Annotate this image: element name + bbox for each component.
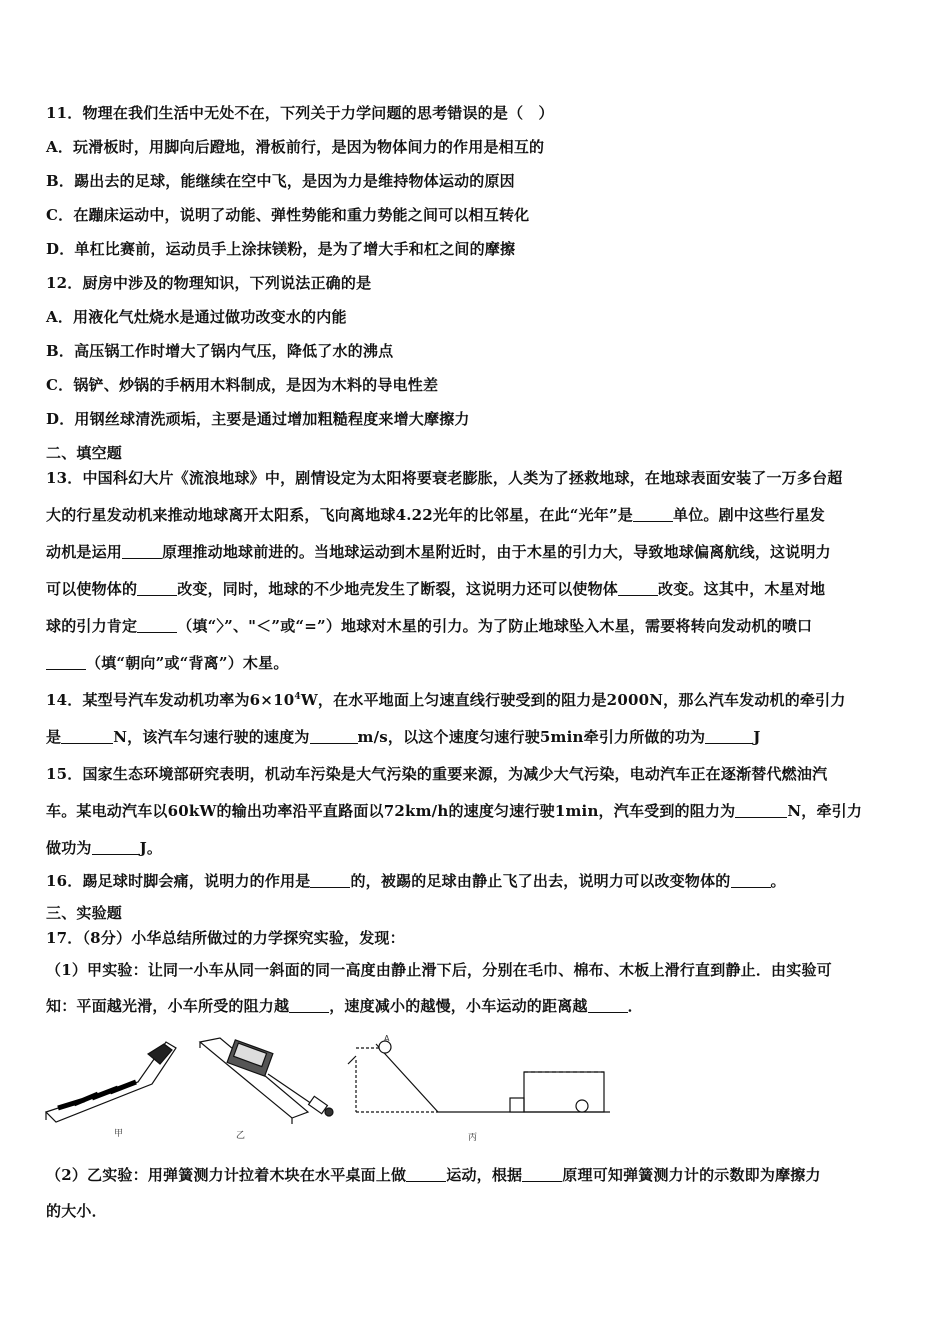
label-a: A [384, 1034, 390, 1043]
answer-blank[interactable] [731, 873, 771, 888]
experiment-figure [40, 1034, 620, 1144]
answer-blank[interactable] [705, 729, 753, 744]
answer-blank[interactable] [588, 998, 628, 1013]
q12-option-a: A．用液化气灶烧水是通过做功改变水的内能 [46, 308, 347, 326]
answer-blank[interactable] [310, 729, 358, 744]
q15-line-1: 15．国家生态环境部研究表明，机动车污染是大气污染的重要来源，为减少大气污染，电动汽车正在逐渐替代燃油汽 [46, 765, 828, 783]
answer-blank[interactable] [310, 873, 350, 888]
q17-part1-line-2: 知：平面越光滑，小车所受的阻力越 ，速度减小的越慢，小车运动的距离越 ． [46, 997, 643, 1015]
q12-option-c: C．锅铲、炒锅的手柄用木料制成，是因为木料的导电性差 [46, 376, 439, 394]
answer-blank[interactable] [735, 803, 787, 818]
q17-part2-line-1: （2）乙实验：用弹簧测力计拉着木块在水平桌面上做 运动，根据 原理可知弹簧测力计的示数即为摩擦力 [46, 1166, 821, 1184]
q12-option-d: D．用钢丝球清洗顽垢，主要是通过增加粗糙程度来增大摩擦力 [46, 410, 470, 428]
caption-yi: 乙 [236, 1131, 246, 1141]
q17-stem: 17．（8分）小华总结所做过的力学探究实验，发现： [46, 929, 405, 947]
answer-blank[interactable] [406, 1167, 446, 1182]
q14-line-1: 14．某型号汽车发动机功率为$6\times 10^4W$，在水平地面上匀速直线行驶受到的阻力是2000N，那么汽车发动机的牵引力 [46, 691, 846, 709]
figure-jia-incline [46, 1042, 176, 1122]
answer-blank[interactable] [633, 507, 673, 522]
q14-line-2: 是 N，该汽车匀速行驶的速度为 m/s，以这个速度匀速行驶5min牵引力所做的功为 J [46, 728, 761, 746]
q17-part2-line-2: 的大小． [46, 1202, 107, 1220]
experiment-sketches [40, 1034, 620, 1144]
q11-option-a: A．玩滑板时，用脚向后蹬地，滑板前行，是因为物体间力的作用是相互的 [46, 138, 545, 156]
section-experiment-heading: 三、实验题 [46, 904, 123, 922]
q11-stem: 11．物理在我们生活中无处不在，下列关于力学问题的思考错误的是（ ） [46, 104, 554, 122]
answer-blank[interactable] [618, 581, 658, 596]
q12-stem: 12．厨房中涉及的物理知识，下列说法正确的是 [46, 274, 372, 292]
q16-line: 16．踢足球时脚会痛，说明力的作用是 的，被踢的足球由静止飞了出去，说明力可以改变物体的 。 [46, 872, 786, 890]
q11-option-c: C．在蹦床运动中，说明了动能、弹性势能和重力势能之间可以相互转化 [46, 206, 530, 224]
answer-blank[interactable] [92, 840, 140, 855]
q13-line-4: 可以使物体的 改变，同时，地球的不少地壳发生了断裂，这说明力还可以使物体 改变。这其中，木星对地 [46, 580, 826, 598]
answer-blank[interactable] [61, 729, 113, 744]
q15-line-2: 车。某电动汽车以60kW的输出功率沿平直路面以72km/h的速度匀速行驶1min，汽车受到的阻力为 N，牵引力 [46, 802, 863, 820]
q11-option-b: B．踢出去的足球，能继续在空中飞，是因为力是维持物体运动的原因 [46, 172, 515, 190]
q13-line-3: 动机是运用 原理推动地球前进的。当地球运动到木星附近时，由于木星的引力大，导致地球偏离航线，这说明力 [46, 543, 831, 561]
answer-blank[interactable] [46, 655, 86, 670]
caption-jia: 甲 [114, 1129, 124, 1139]
q13-line-1: 13．中国科幻大片《流浪地球》中，剧情设定为太阳将要衰老膨胀，人类为了拯救地球，在地球表面安装了一万多台超 [46, 469, 843, 487]
answer-blank[interactable] [122, 544, 162, 559]
q13-line-5: 球的引力肯定 （填“〉”、"＜”或“=”）地球对木星的引力。为了防止地球坠入木星，需要将转向发动机的喷口 [46, 617, 813, 635]
q13-line-2: 大的行星发动机来推动地球离开太阳系，飞向离地球4.22光年的比邻星，在此“光年”是 单位。剧中这些行星发 [46, 506, 826, 524]
answer-blank[interactable] [137, 581, 177, 596]
answer-blank[interactable] [289, 998, 329, 1013]
caption-bing: 丙 [468, 1133, 478, 1143]
q12-option-b: B．高压锅工作时增大了锅内气压，降低了水的沸点 [46, 342, 394, 360]
answer-blank[interactable] [522, 1167, 562, 1182]
section-fill-in-heading: 二、填空题 [46, 444, 123, 462]
figure-bing-ramp-ball [348, 1041, 610, 1112]
q11-option-d: D．单杠比赛前，运动员手上涂抹镁粉，是为了增大手和杠之间的摩擦 [46, 240, 516, 258]
q17-part1-line-1: （1）甲实验：让同一小车从同一斜面的同一高度由静止滑下后，分别在毛巾、棉布、木板上滑行直到静止．由实验可 [46, 961, 832, 979]
answer-blank[interactable] [137, 618, 177, 633]
q13-line-6: （填“朝向”或“背离”）木星。 [46, 652, 906, 674]
q15-line-3: 做功为 J。 [46, 839, 163, 857]
figure-yi-block-spring [200, 1038, 333, 1124]
